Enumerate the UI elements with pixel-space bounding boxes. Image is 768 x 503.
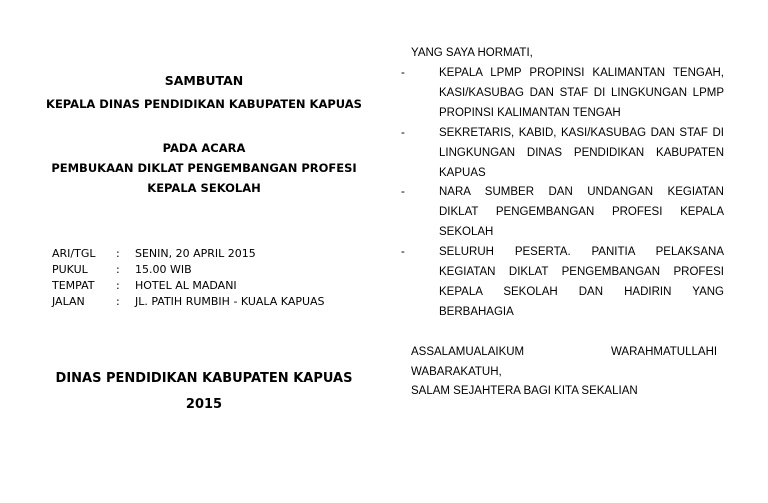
addressee-line: KAPUAS [439,167,486,179]
addressee-line: KASI/KASUBAG DAN STAF DI LINGKUNGAN LPMP [439,87,724,99]
addressee-line: LINGKUNGAN DINAS PENDIDIKAN KABUPATEN [439,147,724,159]
greeting: YANG SAYA HORMATI, [411,47,533,59]
addressee-line: KEGIATAN DIKLAT PENGEMBANGAN PROFESI [439,266,724,278]
addressee-line: BERBAHAGIA [439,306,514,318]
detail-colon: : [116,295,120,308]
bullet-dash: - [401,127,405,139]
addressee-line: SEKOLAH [439,226,494,238]
addressee-line: DIKLAT PENGEMBANGAN PROFESI KEPALA [439,206,724,218]
addressee-line: SEKRETARIS, KABID, KASI/KASUBAG DAN STAF DI [439,127,724,139]
footer-institution: DINAS PENDIDIKAN KABUPATEN KAPUAS [55,371,353,386]
detail-colon: : [116,247,120,260]
salam-closing: WABARAKATUH, [411,366,502,378]
detail-label: PUKUL [52,263,88,276]
salam-opening: ASSALAMUALAIKUM [411,346,525,358]
detail-value: 15.00 WIB [135,263,192,276]
addressee-line: KEPALA SEKOLAH DAN HADIRIN YANG [439,286,724,298]
addressee-line: NARA SUMBER DAN UNDANGAN KEGIATAN [439,186,724,198]
title-sambutan: SAMBUTAN [164,73,244,88]
footer-year: 2015 [185,397,223,412]
event-name-line1: PEMBUKAAN DIKLAT PENGEMBANGAN PROFESI [51,161,357,175]
detail-colon: : [116,279,120,292]
addressee-line: SELURUH PESERTA. PANITIA PELAKSANA [439,246,724,258]
detail-value: SENIN, 20 APRIL 2015 [135,247,256,260]
bullet-dash: - [401,67,405,79]
detail-colon: : [116,263,120,276]
addressee-line: PROPINSI KALIMANTAN TENGAH [439,107,621,119]
addressee-line: KEPALA LPMP PROPINSI KALIMANTAN TENGAH, [439,67,724,79]
event-name-line2: KEPALA SEKOLAH [147,181,261,195]
detail-label: ARI/TGL [52,247,96,260]
detail-value: JL. PATIH RUMBIH - KUALA KAPUAS [135,295,325,308]
bullet-dash: - [401,186,405,198]
event-intro: PADA ACARA [162,141,246,155]
detail-label: TEMPAT [52,279,95,292]
bullet-dash: - [401,246,405,258]
subtitle-kepala-dinas: KEPALA DINAS PENDIDIKAN KABUPATEN KAPUAS [46,97,362,111]
salam-sejahtera: SALAM SEJAHTERA BAGI KITA SEKALIAN [411,385,638,397]
salam-opening-cont: WARAHMATULLAHI [611,346,718,358]
detail-value: HOTEL AL MADANI [135,279,237,292]
detail-label: JALAN [52,295,85,308]
